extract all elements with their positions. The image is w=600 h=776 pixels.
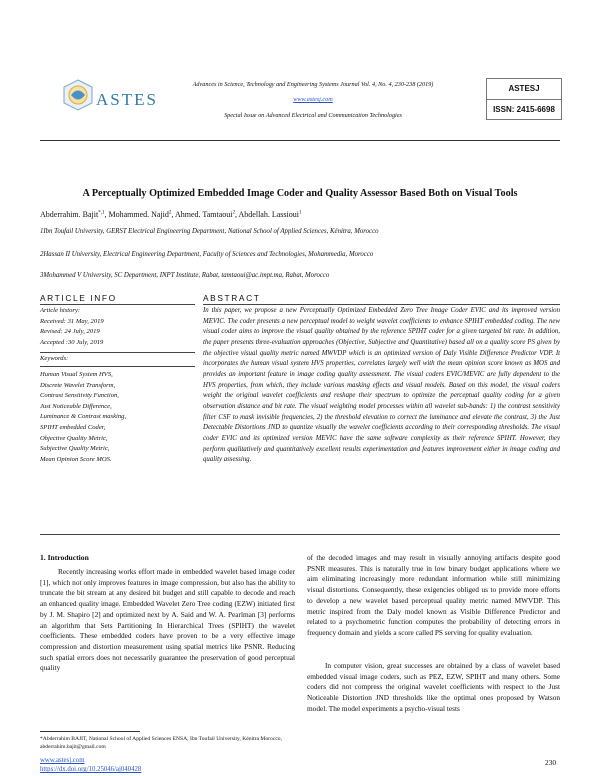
intro-paragraph-right-2: In computer vision, great successes are obtained by a class of wavelet based embedded visual image coders, such as PEZ, EZW, SPIHT and many others. Some coders did not compress the original wavelet coefficients with respect to the Just Noticeable Distortion JND thresholds like the optimal ones proposed by Watson model. The model experiments a psycho-visual tests	[307, 661, 560, 713]
abstract-rule	[203, 304, 560, 305]
journal-url-link[interactable]: www.astesj.com	[293, 96, 333, 104]
section-heading-introduction: 1. Introduction	[40, 553, 89, 562]
footer-url-link[interactable]: www.astesj.com	[40, 757, 85, 764]
affiliation-2: 2Hassan II University, Electrical Engineering Department, Faculty of Sciences and Technologies, Mohammedia, Morocco	[40, 251, 374, 258]
accepted-date: Accepted :30 July, 2019	[40, 338, 104, 346]
article-info-heading: ARTICLE INFO	[40, 293, 117, 303]
journal-header	[148, 80, 478, 120]
logo-wordmark: ASTES	[96, 90, 158, 109]
footnote-rule	[40, 731, 140, 732]
paper-title: A Perceptually Optimized Embedded Image Coder and Quality Assessor Based Both on Visual Tools	[82, 188, 518, 199]
keywords-label: Keywords:	[40, 355, 69, 362]
affiliation-1: 1Ibn Toufail University, GERST Electrical Engineering Department, National School of Applied Sciences, Kénitra, Morocco	[40, 228, 379, 235]
keyword-item: Subjective Quality Metric,	[40, 445, 110, 453]
history-rule	[40, 352, 195, 353]
abstract-bottom-rule	[40, 534, 560, 535]
keyword-item: Discrete Wavelet Transform,	[40, 381, 116, 389]
issn-box-title: ASTESJ	[487, 79, 561, 100]
corresponding-author-footnote: *Abderrahim BAJIT, National School of Applied Sciences ENSA, Ibn Toufail University, Kénitra Morocco, abderrahim.bajit@gmail.com	[40, 736, 283, 750]
revised-date: Revised: 24 July, 2019	[40, 328, 100, 336]
affiliation-3: 3Mohammed V University, SC Department, INPT Institute, Rabat, tamtaoui@ac.impt.ma, Rabat, Morocco	[40, 272, 330, 279]
keyword-item: Human Visual System HVS,	[40, 371, 113, 378]
keyword-item: Objective Quality Metric,	[40, 434, 108, 442]
keyword-list	[40, 370, 126, 465]
journal-citation: Advances in Science, Technology and Engineering Systems Journal Vol. 4, No. 4, 230-238 (2019)	[192, 81, 434, 88]
received-date: Received: 31 May, 2019	[40, 317, 104, 325]
article-info-rule	[40, 304, 195, 305]
article-history	[40, 306, 104, 348]
abstract-heading: ABSTRACT	[203, 293, 261, 303]
keyword-item: Mean Opinion Score MOS.	[40, 455, 112, 463]
page-number: 230	[545, 758, 557, 767]
doi-link[interactable]: https://dx.doi.org/10.25046/aj040428	[40, 766, 142, 773]
keyword-item: Contrast Sensitivity Function,	[40, 392, 119, 400]
keyword-item: Just Noticeable Difference,	[40, 402, 112, 410]
keywords-rule	[40, 366, 195, 367]
journal-logo	[62, 78, 162, 120]
history-label: Article history:	[40, 307, 81, 314]
intro-paragraph-right-1: of the decoded images and may result in visually annoying artifacts despite good PSNR measures. This is naturally true in low binary budget applications where we aim eliminating increasingly more redundant information while still minimizing visual distortions. Consequently, these exigencies obliged us to provide more efforts to develop a new wavelet based perceptual quality metric named MWVDP. This metric inspired from the Daly model known as Visible Difference Predictor and related to a psychometric function computes the probability of detecting errors in frequency domain and yields a score called PS serving for quality evaluation.	[307, 553, 560, 637]
header-divider	[40, 140, 560, 141]
issn-box	[486, 78, 562, 120]
keyword-item: Luminance & Contrast masking,	[40, 413, 127, 421]
issn-number: ISSN: 2415-6698	[493, 105, 555, 114]
keyword-item: SPIHT embedded Coder,	[40, 423, 106, 431]
author-list: Abderrahim. Bajit$^{*,1}$, Mohammed. Najid$^2$, Ahmed. Tamtaoui$^2$, Abdellah. Lassioui$^1$	[40, 210, 302, 219]
abstract-text: In this paper, we propose a new Perceptually Optimized Embedded Zero Tree Image Coder EVIC and its improved version MEVIC. The coder presents a new perceptual model to weight wavelet coefficients to enhance SPIHT embedded coding. The new visual coder aims to improve the visual quality obtained by the reference SPIHT coder for a given targeted bit rate. In addition, the paper presents three-evaluation approaches (Objective, Subjective and Quantitative) based all on a quality score PS given by the objective visual quality metric named MWVDP which is an optimized version of Daly Visible Difference Predictor VDP. It incorporates the human visual system HVS properties, correlates largely well with the mean opinion score known as MOS and provides an important feature in image coding quality assessment. The visual coders EVIC/MEVIC are fully dependent to the HVS properties, from which, they include various masking effects and visual models. Based on this model, the visual coders weight the original wavelet coefficients and reshape their spectrum to optimize the perceptual quality coding for a given observation distance and bit rate. The visual weighting model processes within all wavelet sub-bands: 1) the contrast sensitivity filter CSF to mask invisible frequencies, 2) the threshold elevation to correct the luminance and elevate the contrast, 3) the Just Detectable Distortions JND to quantize visually the wavelet coefficients according to their corresponding thresholds. The visual coder EVIC and its optimized version MEVIC have the same software complexity as their reference SPIHT. However, they perform qualitatively and quantitatively excellent results experimentation and features improvement either in image coding and quality assessing.	[203, 307, 560, 464]
special-issue: Special Issue on Advanced Electrical and Communication Technologies	[224, 111, 402, 119]
intro-paragraph-left: Recently increasing works effort made in embedded wavelet based image coder [1], which not only improves features in image compression, but also has the ability to truncate the bit stream at any desired bit budget and still capable to decode and reach an enhanced quality image. Embedded Wavelet Zero Tree coding (EZW) initiated first by J. M. Shapiro [2] and optimized next by A. Said and W. A. Pearlman [3] performs an algorithm that Sets Partitioning In Hierarchical Trees (SPIHT) the wavelet coefficients. These embedded coders have proven to be a very effective image compression and distortion measurement using spatial metrics like PSNR. Reducing such spatial errors does not necessarily guarantee the preservation of good perceptual quality	[40, 567, 295, 673]
